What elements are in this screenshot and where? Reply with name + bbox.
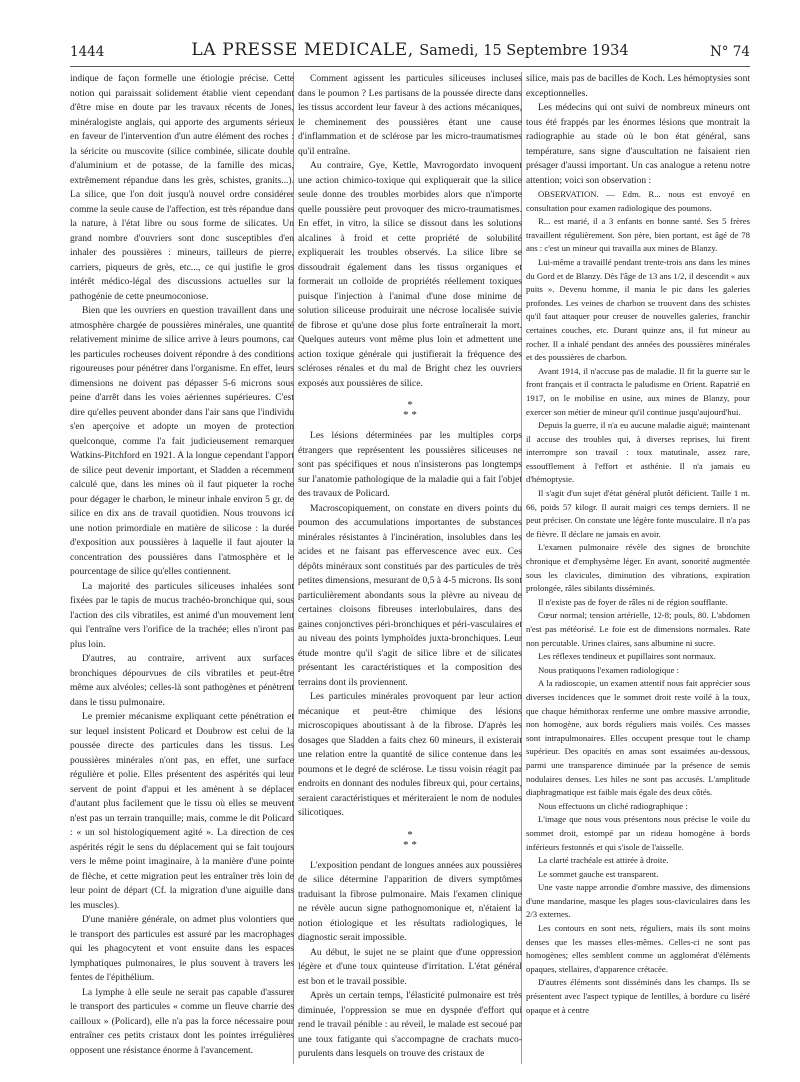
paragraph: Bien que les ouvriers en question travaillent dans une atmosphère chargée de poussières minérales, une quantité relativement minime de silice arrive à leurs poumons, car les particules rocheuses doivent répondre à des conditions rigoureuses pour pénétrer dans l'organisme. En effet, leurs dimensions ne doivent pas dépasser 5-6 microns sous peine d'arrêt dans les voies aériennes supérieures. C'est dire qu'elles peuvent abonder dans l'air sans que l'individu s'en aperçoive et adopte un moyen de protection quelconque, comme l'a fait judicieusement remarquer Watkins-Pitchford en 1921. A la longue cependant l'apport de silice peut devenir important, et Sladden a récemment calculé que, dans les mines où il faut piqueter la roche pour dégager le charbon, le mineur inhale environ 5 gr. de silice en dix ans de travail quotidien. Nous trouvons ici une notion primordiale en matière de silicose : la durée d'exposition aux poussières à laquelle il faut ajouter la concentration des poussières dans l'atmosphère et le pourcentage de silice qu'elles contiennent. — [70, 305, 294, 577]
paragraph: Il s'agit d'un sujet d'état général plutôt déficient. Taille 1 m. 66, poids 57 kilogr. Il aurait maigri ces temps derniers. Il ne peut préciser. On constate une légère fonte musculaire. Il n'a pas de fièvre. Il déclare ne jamais en avoir. — [526, 488, 750, 539]
section-separator: * * * — [403, 828, 417, 851]
paragraph: Les médecins qui ont suivi de nombreux mineurs ont tous été frappés par les énormes lésions que montrait la radiographie au stade où le bon état général, sans température, sans signe d'auscultation ne faisaient rien présager d'aussi important. Un cas analogue a retenu notre attention; voici son observation : — [526, 102, 750, 186]
paragraph: Une vaste nappe arrondie d'ombre massive, des dimensions d'une mandarine, masque les plages sous-claviculaires dans les 2/3 externes. — [526, 882, 750, 920]
issue-date: Samedi, 15 Septembre 1934 — [419, 43, 629, 59]
text-column-2 — [298, 72, 522, 1064]
paragraph: L'image que nous vous présentons nous précise le voile du sommet droit, estompé par un rideau homogène à bords inférieurs festonnés et qui s'isole de l'aisselle. — [526, 814, 750, 852]
running-title — [70, 40, 750, 60]
paragraph: Comment agissent les particules siliceuses incluses dans le poumon ? Les partisans de la poussée directe dans les tissus accordent leur faveur à des actions mécaniques, le cheminement des poussières étant une cause d'inflammation et de sclérose par les micro-traumatismes qu'il entraîne. — [298, 73, 522, 157]
paragraph: Cœur normal; tension artérielle, 12-8; pouls, 80. L'abdomen n'est pas météorisé. Le foie est de dimensions normales. Rate non percutable. Urines claires, sans albumine ni sucre. — [526, 610, 750, 648]
header-rule — [70, 66, 750, 67]
paragraph: silice, mais pas de bacilles de Koch. Les hémoptysies sont exceptionnelles. — [526, 73, 750, 99]
paragraph: La majorité des particules siliceuses inhalées sont fixées par le tapis de mucus trachéo-bronchique qui, sous l'action des cils vibratiles, est animé d'un mouvement lent qui l'entraîne vers l'orifice de la trachée; elles n'iront pas plus loin. — [70, 580, 294, 650]
paragraph: R... est marié, il a 3 enfants en bonne santé. Ses 5 frères travaillent régulièrement. Son père, bien portant, est âgé de 78 ans : c'est un mineur qui travailla aux mines de Blanzy. — [526, 216, 750, 254]
text-column-1 — [70, 72, 294, 1064]
paragraph: D'autres éléments sont disséminés dans les champs. Ils se présentent avec l'aspect typique de lentilles, à bordure cu liséré opaque et à centre — [526, 977, 750, 1015]
text-column-3 — [526, 72, 750, 1064]
paragraph: Après un certain temps, l'élasticité pulmonaire est très diminuée, l'oppression se mue en dyspnée d'effort qui rend le travail pénible : au réveil, le malade est secoué par une toux fatigante qui s'accompagne de crachats muco-purulents dans lesquels on trouve des cristaux de — [298, 990, 522, 1059]
paragraph: Lui-même a travaillé pendant trente-trois ans dans les mines du Gord et de Blanzy. Dès l'âge de 13 ans 1/2, il descendit « aux puits ». Devenu homme, il mania le pic dans les galeries profondes. Les veines de charbon se trouvent dans des schistes qu'il faut attaquer pour creuser de nouvelles galeries, franchir certaines couches, etc. Durant quinze ans, il fut mineur au rocher. Il a inhalé pendant des années des poussières minérales et des poussières de charbon. — [526, 256, 750, 363]
paragraph: Depuis la guerre, il n'a eu aucune maladie aiguë; maintenant il accuse des troubles qui, à diverses reprises, lui firent interrompre son travail : toux matutinale, assez rare, essoufflement à l'effort et asthénie. Il n'a jamais eu d'hémoptysie. — [526, 420, 750, 485]
paragraph: Les contours en sont nets, réguliers, mais ils sont moins denses que les masses elles-mêmes. Celles-ci ne sont pas homogènes; elles semblent comme un agglomérat d'éléments opaques, stellaires, d'apparence crétacée. — [526, 923, 750, 974]
paragraph: L'exposition pendant de longues années aux poussières de silice détermine l'apparition de divers symptômes traduisant la fibrose pulmonaire. Mais l'examen clinique ne révèle aucun signe pathognomonique et, n'étaient la notion étiologique et les résultats radiologiques, le diagnostic serait impossible. — [298, 859, 522, 943]
paragraph: Il n'existe pas de foyer de râles ni de région soufflante. — [538, 596, 728, 607]
paragraph: La clarté trachéale est attirée à droite. — [538, 855, 669, 866]
paragraph: Macroscopiquement, on constate en divers points du poumon des accumulations importantes de substances minérales résistantes à l'incinération, insolubles dans les acides et ne faisant pas effervescence avec eux. Ces dépôts minéraux sont constitués par des particules de très petites dimensions, mesurant de 0,5 à 4-5 microns. Ils sont particulièrement abondants sous la plèvre au niveau de certaines cloisons fibreuses interlobulaires, dans des gaines conjonctives péri-bronchiques et péri-vasculaires et au niveau des points lymphoïdes juxta-bronchiques. Leur étude montre qu'il s'agit de silice libre et de silicates présentant les caractéristiques et la composition des terrains dont ils proviennent. — [298, 502, 522, 688]
paragraph: A la radioscopie, un examen attentif nous fait apprécier sous diverses incidences que le sommet droit reste voilé à la toux, que chaque hémithorax renferme une ombre massive arrondie, non homogène, aux bords réguliers mais voilés. Ces masses sont intrapulmonaires. Elles occupent presque tout le champ supérieur. Des opacités en amas sont essaimées au-dessous, parmi une transparence diminuée par la présence de semis nodulaires denses. Les hiles ne sont pas accusés. L'amplitude diaphragmatique est faible mais égale des deux côtés. — [526, 678, 750, 798]
section-separator: * * * — [403, 399, 417, 421]
paragraph: Nous effectuons un cliché radiographique : — [538, 800, 688, 811]
page-header — [70, 38, 750, 68]
issue-number: N° 74 — [709, 44, 750, 60]
journal-name: LA PRESSE MEDICALE, — [191, 40, 414, 60]
paragraph: Les particules minérales provoquent par leur action mécanique et peut-être chimique des lésions microscopiques aboutissant à de la fibrose. D'après les dosages que Sladden a faits chez 60 mineurs, il existerait une relation entre la quantité de silice contenue dans les poumons et le degré de sclérose. Le tissu voisin réagit par endroits en donnant des nodules fibreux qui, pour certains, seraient caractéristiques et mériteraient le nom de nodules silicotiques. — [298, 691, 522, 818]
paragraph: Au contraire, Gye, Kettle, Mavrogordato invoquent une action chimico-toxique qui expliquerait que la silice seule donne des troubles morbides alors que n'importe quelle poussière peut provoquer des micro-traumatismes. En effet, in vitro, la silice se dissout dans les solutions alcalines à froid et cette propriété de solubilité expliquerait les troubles observés. La silice libre se dissoudrait également dans les tissus organiques et formerait un colloïde de propriétés réellement toxiques puisque l'injection à l'animal d'une dose minime de solution siliceuse produirait une nécrose localisée suivie de fibrose et qu'une dose plus forte entraînerait la mort. Quelques auteurs vont même plus loin et admettent une action toxique générale qui justifierait la fréquence des scléroses rénales et du mal de Bright chez les ouvriers exposés aux poussières de silice. — [298, 160, 522, 389]
paragraph: Nous pratiquons l'examen radiologique : — [538, 664, 680, 675]
paragraph: D'autres, au contraire, arrivent aux surfaces bronchiques dépourvues de cils vibratiles et peut-être même aux alvéoles; celles-là sont pathogènes et pénètrent dans le tissu pulmonaire. — [70, 653, 294, 708]
paragraph: OBSERVATION. — Edm. R... nous est envoyé en consultation pour examen radiologique des poumons. — [526, 189, 750, 213]
paragraph: Le premier mécanisme expliquant cette pénétration et sur lequel insistent Policard et Doubrow est celui de la poussée directe des particules dans les tissus. Les poussières minérales n'ont pas, en effet, une surface régulière et polie. Elles présentent des aspérités qui leur servent de point d'appui et les amènent à se déplacer d'autant plus facilement que le tissu où elles se meuvent n'est pas un terrain tranquille; mais, comme le dit Policard : « un sol histologiquement agité ». La direction de ces aspérités régit le sens du déplacement qui se fait toujours vers le même point imaginaire, à la manière d'une pointe de flèche, et cette migration peut les entraîner très loin de leur point de départ (Cf. la migration d'une aiguille dans les muscles). — [70, 711, 294, 911]
paragraph: Avant 1914, il n'accuse pas de maladie. Il fit la guerre sur le front français et il contracta le paludisme en Orient. Rapatrié en 1917, on le mobilise en usine, aux mines de Blanzy, pour exercer son métier de mineur qu'il continue jusqu'aujourd'hui. — [526, 365, 750, 417]
paragraph: Les lésions déterminées par les multiples corps étrangers que représentent les poussières siliceuses ne sont pas spécifiques et nous n'insisterons pas longtemps sur l'anatomie pathologique de la maladie qui a fait l'objet des travaux de Policard. — [298, 430, 522, 499]
paragraph: D'une manière générale, on admet plus volontiers que le transport des particules est assuré par les macrophages qui les phagocytent et vont ensuite dans les espaces lymphatiques pulmonaires, le plus souvent à travers les fentes de l'épithélium. — [70, 914, 294, 983]
paragraph: La lymphe à elle seule ne serait pas capable d'assurer le transport des particules « comme un fleuve charrie des cailloux » (Policard), elle n'a pas la force nécessaire pour entraîner ces petits cristaux dont les pointes irrégulières opposent une résistance énorme à l'avancement. — [70, 986, 294, 1056]
paragraph: indique de façon formelle une étiologie précise. Cette notion qui paraissait solidement établie vient cependant d'être mise en doute par les travaux récents de Jones, minéralogiste anglais, qui apporte des arguments sérieux en faveur de l'intervention d'un autre élément des roches : la séricite ou muscovite (silice combinée, silicate double d'aluminium et de potasse, de la famille des micas, extrêmement répandue dans les grès, schistes, granits...). La silice, que l'on doit jusqu'à nouvel ordre considérer comme la seule cause de l'affection, est très répandue dans la nature, à l'état libre ou sous forme de silicates. Un grand nombre d'ouvriers sont donc susceptibles d'en inhaler des poussières : mineurs, tailleurs de pierre, carriers, piqueurs de grès, etc..., ce qui justifie le gros intérêt médico-légal des discussions actuelles sur la pathogénie de cette pneumoconiose. — [70, 73, 294, 302]
paragraph: L'examen pulmonaire révèle des signes de bronchite chronique et d'emphysème léger. En avant, sonorité augmentée sous les clavicules, diminution des vibrations, expiration prolongée, râles sibilants disséminés. — [526, 542, 750, 594]
paragraph: Le sommet gauche est transparent. — [538, 868, 659, 879]
paragraph: Les réflexes tendineux et pupillaires sont normaux. — [538, 651, 716, 662]
page-number: 1444 — [70, 44, 105, 60]
paragraph: Au début, le sujet ne se plaint que d'une oppression légère et d'une toux quinteuse d'irritation. L'état général est bon et le travail possible. — [298, 946, 522, 987]
